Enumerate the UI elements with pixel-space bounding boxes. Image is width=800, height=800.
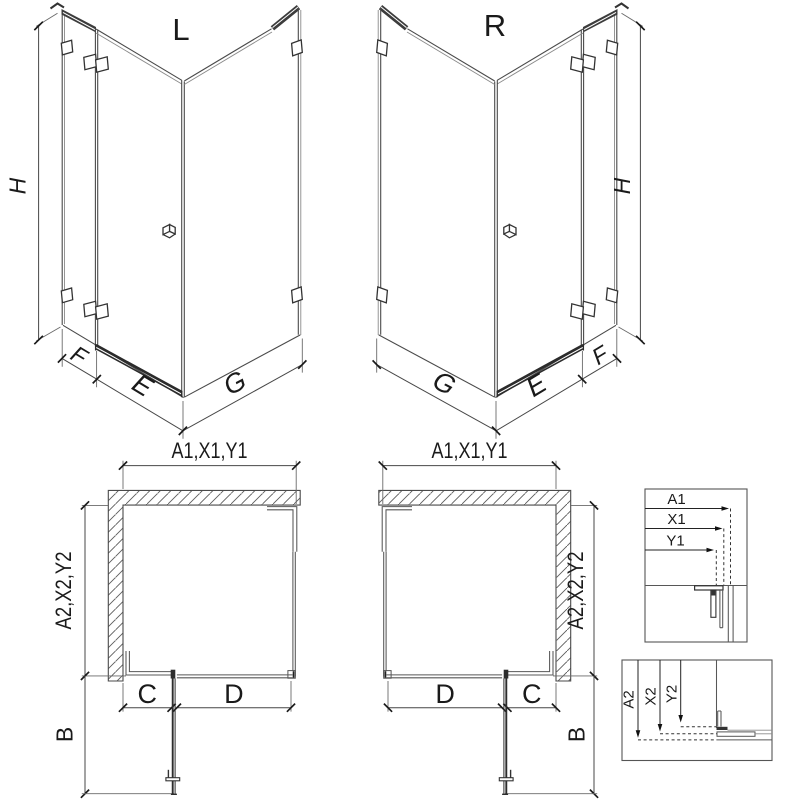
- dim-label-door-right: E: [520, 367, 552, 403]
- detail-section-depth: [621, 660, 773, 761]
- detail-width-frame: [645, 489, 747, 642]
- isometric-view-left: [5, 4, 307, 439]
- dim-label-door-swing-left-plan: B: [51, 726, 78, 743]
- variant-label-right: R: [483, 8, 507, 43]
- detail-section-width: [645, 489, 747, 642]
- dim-label-side-right: G: [427, 364, 461, 402]
- detail-dim-label-y1: Y1: [666, 532, 685, 550]
- dim-label-depth-right-plan: A2,X2,Y2: [563, 536, 588, 630]
- wall-hatched-left-plan: [108, 490, 300, 681]
- wall-hatched-right-plan: [379, 490, 571, 681]
- glass-panel-section-depth: [717, 732, 755, 736]
- dim-label-door-left: E: [127, 367, 159, 403]
- isometric-left-linework: [34, 4, 306, 439]
- dim-label-front-fixed-right: F: [587, 340, 613, 370]
- dim-label-door-swing-right-plan: B: [563, 726, 590, 743]
- profile-clamp-section: [711, 591, 715, 596]
- dim-label-width-right-plan: A1,X1,Y1: [431, 438, 508, 463]
- detail-dim-label-x1: X1: [667, 511, 686, 528]
- detail-depth-frame: [622, 660, 772, 761]
- isometric-view-right: [373, 4, 645, 439]
- dim-label-height-right: H: [609, 177, 635, 195]
- profile-clamp-section-depth: [717, 727, 728, 730]
- dim-label-front-fixed-left-plan: D: [224, 679, 244, 709]
- dim-label-front-fixed-left: F: [66, 340, 92, 370]
- dim-label-depth-left-plan: A2,X2,Y2: [51, 536, 76, 630]
- dim-label-width-left-plan: A1,X1,Y1: [171, 438, 248, 463]
- variant-label-left: L: [172, 12, 190, 47]
- isometric-right-linework: [373, 4, 645, 439]
- dim-label-side-left: G: [218, 364, 252, 402]
- dim-label-front-fixed-right-plan: D: [435, 679, 455, 709]
- plan-view-left: [51, 438, 300, 798]
- wall-profile-section-top: [695, 586, 723, 590]
- dim-label-entry-right-plan: C: [521, 679, 542, 709]
- detail-dim-label-a2: A2: [620, 690, 638, 709]
- detail-dim-label-y2: Y2: [663, 684, 681, 704]
- dim-label-height-left: H: [4, 177, 31, 195]
- plan-view-right: [379, 438, 598, 798]
- detail-dim-label-x2: X2: [642, 687, 660, 706]
- dim-label-entry-left-plan: C: [137, 679, 158, 709]
- detail-dim-label-a1: A1: [667, 491, 686, 508]
